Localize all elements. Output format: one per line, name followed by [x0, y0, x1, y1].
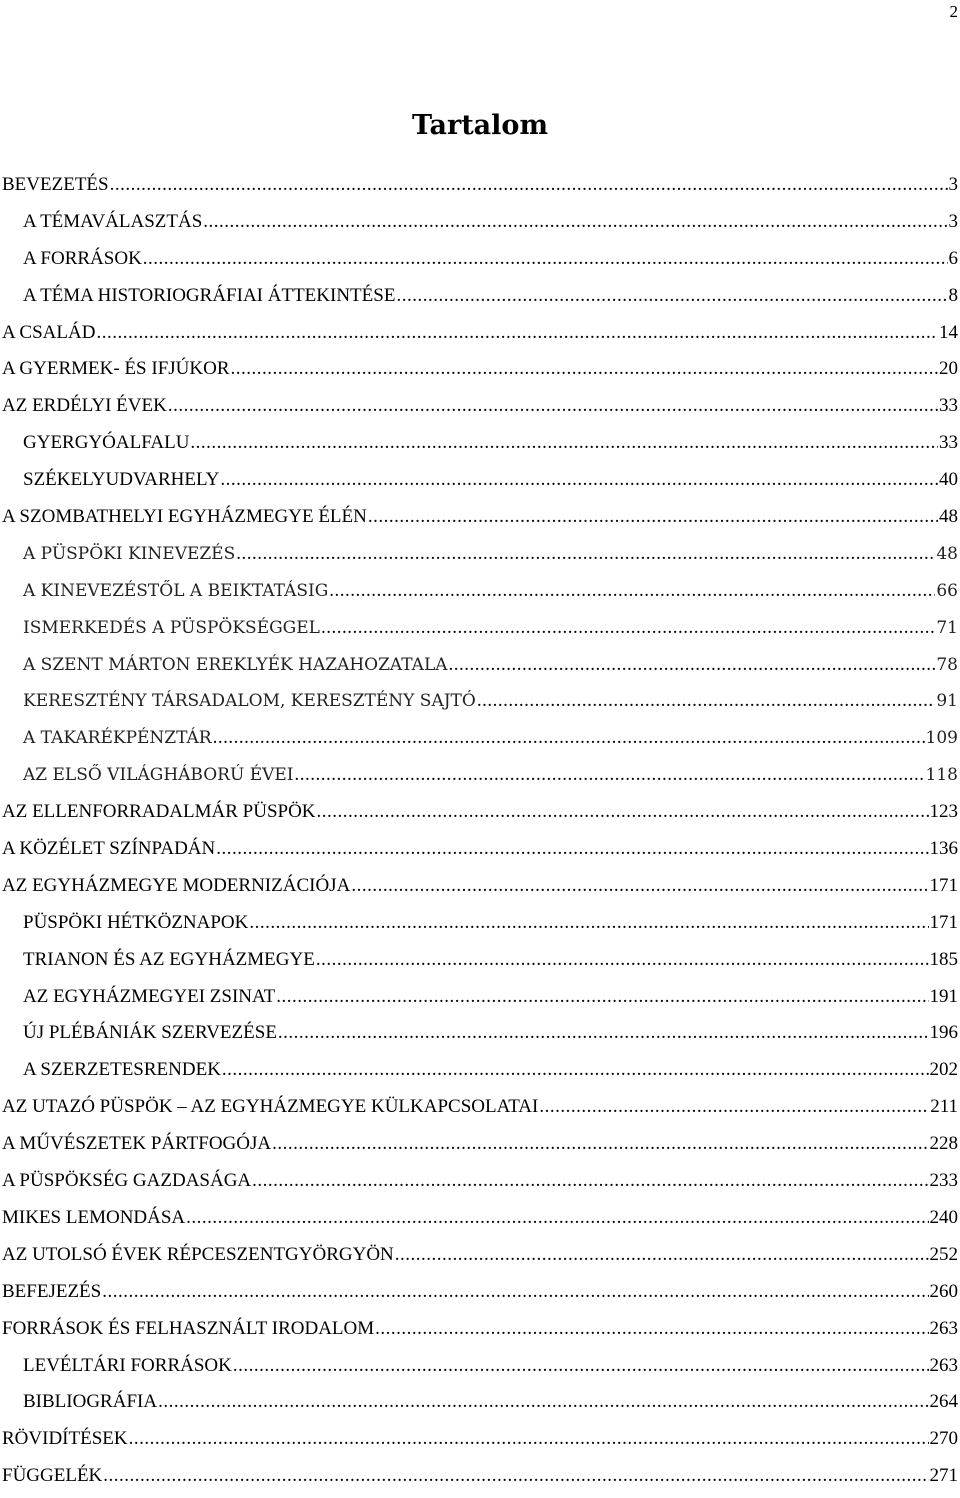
toc-entry-label: A KÖZÉLET SZÍNPADÁN	[2, 838, 216, 860]
toc-entry[interactable]	[2, 318, 958, 355]
toc-entry-label: AZ UTAZÓ PÜSPÖK – AZ EGYHÁZMEGYE KÜLKAPCSOLATAI	[2, 1096, 539, 1118]
toc-dot-leader	[249, 908, 928, 938]
toc-dot-leader	[539, 1092, 929, 1122]
toc-dot-leader	[216, 834, 928, 864]
toc-entry[interactable]	[2, 428, 958, 465]
toc-entry-page: 8	[948, 284, 958, 306]
toc-dot-leader	[96, 318, 938, 348]
toc-dot-leader	[190, 428, 938, 458]
toc-dot-leader	[368, 502, 938, 532]
toc-entry-page: 260	[929, 1280, 958, 1302]
toc-entry-label: PÜSPÖKI HÉTKÖZNAPOK	[23, 911, 249, 933]
toc-entry-page: 233	[929, 1170, 958, 1192]
toc-entry-page: 71	[936, 617, 958, 638]
toc-entry-label: A SZERZETESRENDEK	[23, 1059, 221, 1081]
toc-entry[interactable]	[2, 502, 958, 539]
toc-entry[interactable]	[2, 207, 958, 244]
toc-entry[interactable]	[2, 834, 958, 871]
toc-entry-page: 263	[929, 1354, 958, 1376]
toc-entry-label: ÚJ PLÉBÁNIÁK SZERVEZÉSE	[23, 1022, 277, 1044]
toc-entry-label: A FORRÁSOK	[23, 247, 142, 269]
toc-entry-page: 48	[939, 506, 958, 528]
toc-entry[interactable]	[2, 1424, 958, 1461]
toc-entry-label: RÖVIDÍTÉSEK	[2, 1428, 128, 1450]
toc-entry-page: 66	[936, 580, 958, 601]
toc-entry-label: BEVEZETÉS	[2, 174, 109, 195]
toc-dot-leader	[449, 650, 936, 680]
toc-entry-page: 109	[925, 728, 958, 749]
toc-entry[interactable]	[2, 576, 958, 613]
toc-dot-leader	[168, 391, 938, 421]
toc-entry-label: GYERGYÓALFALU	[23, 432, 190, 454]
toc-entry-page: 33	[939, 432, 958, 454]
toc-entry[interactable]	[2, 797, 958, 834]
toc-dot-leader	[317, 797, 929, 827]
toc-entry-label: FÜGGELÉK	[2, 1465, 103, 1487]
toc-dot-leader	[351, 871, 928, 901]
toc-entry-page: 20	[939, 358, 958, 380]
toc-entry-label: A CSALÁD	[2, 321, 96, 343]
toc-entry[interactable]	[2, 1092, 958, 1129]
toc-entry-page: 91	[936, 691, 958, 712]
toc-entry-page: 191	[929, 985, 958, 1007]
toc-dot-leader	[276, 982, 928, 1012]
toc-entry-page: 263	[929, 1317, 958, 1339]
toc-entry[interactable]	[2, 539, 958, 576]
toc-entry-label: LEVÉLTÁRI FORRÁSOK	[23, 1354, 232, 1376]
toc-entry[interactable]	[2, 982, 958, 1019]
toc-entry-label: MIKES LEMONDÁSA	[2, 1206, 186, 1228]
toc-entry-label: FORRÁSOK ÉS FELHASZNÁLT IRODALOM	[2, 1317, 375, 1339]
toc-entry[interactable]	[2, 760, 958, 797]
toc-dot-leader	[203, 207, 947, 237]
toc-entry-label: SZÉKELYUDVARHELY	[23, 469, 220, 491]
toc-entry[interactable]	[2, 1166, 958, 1203]
toc-dot-leader	[220, 465, 938, 495]
toc-entry-page: 271	[929, 1465, 958, 1487]
toc-dot-leader	[321, 613, 935, 643]
toc-entry[interactable]	[2, 686, 958, 723]
toc-entry-label: AZ UTOLSÓ ÉVEK RÉPCESZENTGYÖRGYÖN	[2, 1243, 394, 1265]
toc-dot-leader	[129, 1424, 929, 1454]
toc-entry-label: A TÉMA HISTORIOGRÁFIAI ÁTTEKINTÉSE	[23, 284, 396, 306]
toc-entry-page: 171	[929, 911, 958, 933]
toc-entry[interactable]	[2, 723, 958, 760]
toc-dot-leader	[477, 686, 936, 716]
toc-dot-leader	[316, 945, 929, 975]
toc-entry-page: 6	[948, 247, 958, 269]
toc-entry[interactable]	[2, 1461, 958, 1498]
toc-entry[interactable]	[2, 391, 958, 428]
toc-entry-label: BIBLIOGRÁFIA	[23, 1391, 158, 1413]
toc-dot-leader	[222, 1055, 929, 1085]
toc-dot-leader	[158, 1387, 928, 1417]
toc-entry-label: AZ EGYHÁZMEGYE MODERNIZÁCIÓJA	[2, 874, 351, 896]
toc-dot-leader	[186, 1203, 928, 1233]
toc-entry-label: AZ ERDÉLYI ÉVEK	[2, 395, 167, 417]
toc-entry[interactable]	[2, 1240, 958, 1277]
toc-entry-label: KERESZTÉNY TÁRSADALOM, KERESZTÉNY SAJTÓ	[23, 691, 476, 712]
toc-entry-page: 123	[929, 801, 958, 823]
toc-entry-label: A KINEVEZÉSTŐL A BEIKTATÁSIG	[23, 580, 329, 601]
toc-dot-leader	[102, 1277, 928, 1307]
toc-entry[interactable]	[2, 465, 958, 502]
toc-dot-leader	[272, 1129, 928, 1159]
toc-entry[interactable]	[2, 244, 958, 281]
toc-entry-label: TRIANON ÉS AZ EGYHÁZMEGYE	[23, 948, 315, 970]
toc-entry[interactable]	[2, 945, 958, 982]
toc-title: Tartalom	[411, 110, 549, 141]
toc-dot-leader	[278, 1018, 929, 1048]
toc-entry-page: 264	[929, 1391, 958, 1413]
toc-entry-label: AZ ELLENFORRADALMÁR PÜSPÖK	[2, 801, 316, 823]
toc-entry[interactable]	[2, 1129, 958, 1166]
toc-entry-page: 3	[948, 174, 958, 195]
toc-entry[interactable]	[2, 1351, 958, 1388]
toc-dot-leader	[396, 281, 947, 311]
toc-entry[interactable]	[2, 1387, 958, 1424]
toc-entry-page: 33	[939, 395, 958, 417]
toc-dot-leader	[395, 1240, 929, 1270]
toc-entry-label: BEFEJEZÉS	[2, 1280, 102, 1302]
toc-entry[interactable]	[2, 871, 958, 908]
toc-entry-page: 40	[939, 469, 958, 491]
toc-entry-page: 270	[929, 1428, 958, 1450]
toc-entry-page: 211	[930, 1096, 958, 1118]
toc-entry-page: 240	[929, 1206, 958, 1228]
toc-entry-page: 252	[929, 1243, 958, 1265]
toc-dot-leader	[295, 760, 925, 790]
toc-dot-leader	[231, 354, 939, 384]
toc-entry-label: A SZENT MÁRTON EREKLYÉK HAZAHOZATALA	[23, 654, 448, 675]
toc-dot-leader	[233, 1351, 929, 1381]
toc-entry-label: ISMERKEDÉS A PÜSPÖKSÉGGEL	[23, 617, 320, 638]
toc-entry[interactable]	[2, 1018, 958, 1055]
toc-dot-leader	[329, 576, 935, 606]
toc-entry-page: 185	[929, 948, 958, 970]
page-number: 2	[949, 2, 958, 21]
toc-entry[interactable]	[2, 1277, 958, 1314]
toc-entry-page: 228	[929, 1133, 958, 1155]
toc-entry[interactable]	[2, 908, 958, 945]
toc-dot-leader	[110, 170, 948, 200]
toc-entry-page: 202	[929, 1059, 958, 1081]
toc-entry-label: A PÜSPÖKI KINEVEZÉS	[23, 543, 236, 564]
toc-entry-label: AZ ELSŐ VILÁGHÁBORÚ ÉVEI	[23, 765, 294, 786]
toc-entry-page: 78	[936, 654, 958, 675]
toc-entry-page: 196	[929, 1022, 958, 1044]
toc-entry[interactable]	[2, 354, 958, 391]
toc-entry-page: 14	[939, 321, 958, 343]
toc-entry[interactable]	[2, 281, 958, 318]
toc-entry[interactable]	[2, 650, 958, 687]
toc-entry[interactable]	[2, 613, 958, 650]
toc-entry-label: AZ EGYHÁZMEGYEI ZSINAT	[23, 985, 276, 1007]
toc-dot-leader	[236, 539, 935, 569]
toc-entry[interactable]	[2, 1314, 958, 1351]
toc-entry[interactable]	[2, 170, 958, 207]
toc-dot-leader	[143, 244, 948, 274]
toc-dot-leader	[213, 723, 925, 753]
toc-entry-page: 48	[936, 543, 958, 564]
toc-entry-label: A SZOMBATHELYI EGYHÁZMEGYE ÉLÉN	[2, 506, 367, 528]
toc-entry-page: 118	[925, 765, 958, 786]
toc-entry-page: 136	[929, 838, 958, 860]
toc-entry-label: A MŰVÉSZETEK PÁRTFOGÓJA	[2, 1133, 272, 1155]
toc-entry-label: A TÉMAVÁLASZTÁS	[23, 210, 203, 232]
toc-dot-leader	[375, 1314, 928, 1344]
toc-entry-label: A GYERMEK- ÉS IFJÚKOR	[2, 358, 230, 380]
toc-entry[interactable]	[2, 1055, 958, 1092]
toc-entry-page: 3	[948, 210, 958, 232]
toc-entry[interactable]	[2, 1203, 958, 1240]
toc-entry-label: A PÜSPÖKSÉG GAZDASÁGA	[2, 1170, 252, 1192]
toc-entry-label: A TAKARÉKPÉNZTÁR	[23, 728, 212, 749]
toc-entry-page: 171	[929, 874, 958, 896]
toc-dot-leader	[103, 1461, 928, 1491]
toc-dot-leader	[252, 1166, 928, 1196]
table-of-contents	[2, 170, 958, 1498]
